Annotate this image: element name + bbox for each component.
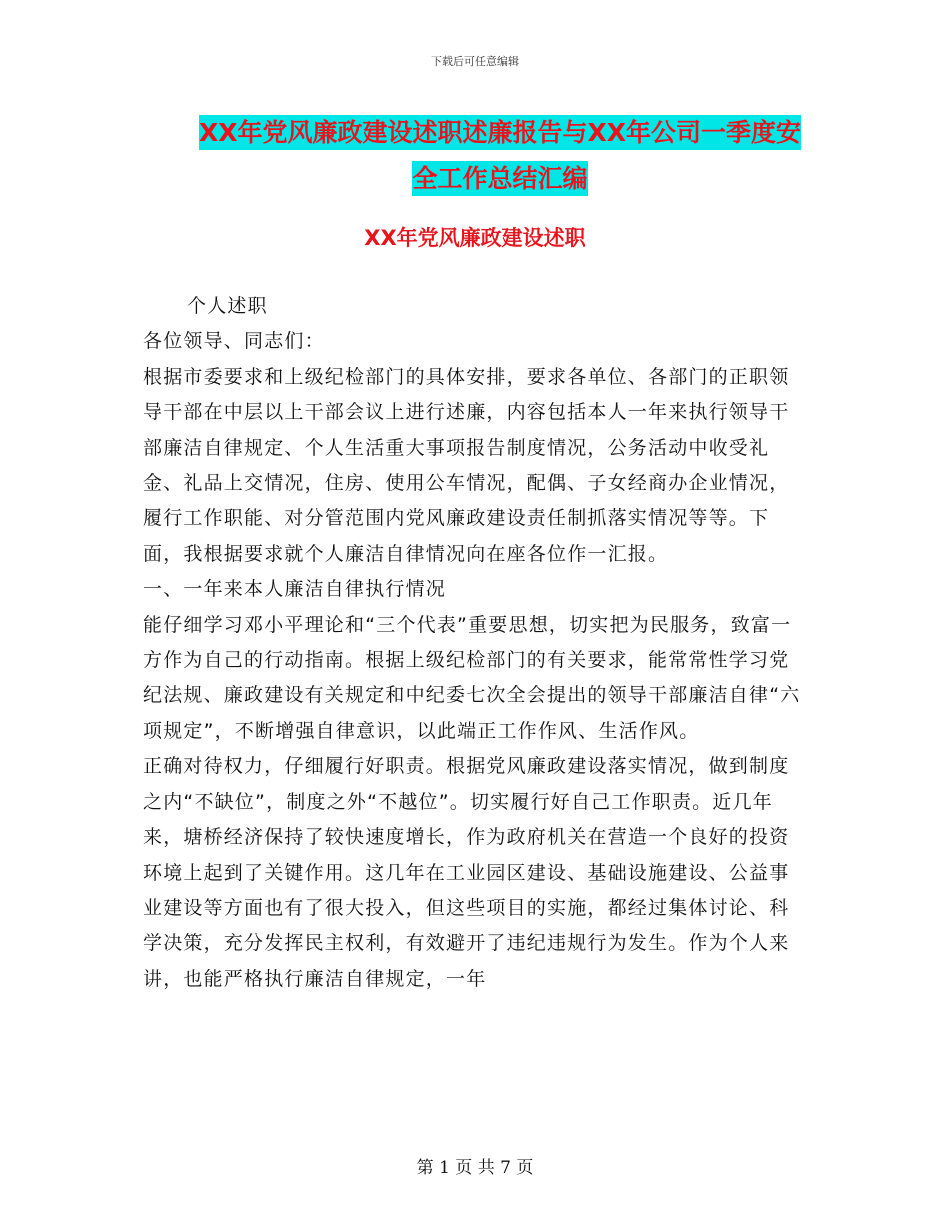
document-title bbox=[140, 110, 860, 202]
header-note: 下载后可任意编辑 bbox=[431, 55, 519, 68]
title-line-2: 全工作总结汇编 bbox=[412, 161, 587, 196]
paragraph: 根据市委要求和上级纪检部门的具体安排，要求各单位、各部门的正职领导干部在中层以上干部会议上进行述廉，内容包括本人一年来执行领导干部廉洁自律规定、个人生活重大事项报告制度情况，公务活动中收受礼金、礼品上交情况，住房、使用公车情况，配偶、子女经商办企业情况，履行工作职能、对分管范围内党风廉政建设责任制抓落实情况等等。下面，我根据要求就个人廉洁自律情况向在座各位作一汇报。 bbox=[143, 365, 790, 565]
paragraph: 一、一年来本人廉洁自律执行情况 bbox=[143, 578, 447, 601]
body-text bbox=[143, 289, 808, 997]
paragraph: 能仔细学习邓小平理论和“三个代表”重要思想，切实把为民服务，致富一方作为自己的行动指南。根据上级纪检部门的有关要求，能常常性学习党纪法规、廉政建设有关规定和中纪委七次全会提出的领导干部廉洁自律“六项规定”，不断增强自律意识，以此端正工作作风、生活作风。 bbox=[143, 613, 801, 742]
paragraph: 各位领导、同志们： bbox=[143, 330, 325, 353]
paragraph-heading: 个人述职 bbox=[187, 295, 268, 317]
page-number: 第 1 页 共 7 页 bbox=[416, 1158, 534, 1178]
title-line-1: XX年党风廉政建设述职述廉报告与XX年公司一季度安 bbox=[199, 115, 801, 150]
section-title: XX年党风廉政建设述职 bbox=[364, 226, 586, 250]
paragraph: 正确对待权力，仔细履行好职责。根据党风廉政建设落实情况，做到制度之内“不缺位”，制度之外“不越位”。切实履行好自己工作职责。近几年来，塘桥经济保持了较快速度增长，作为政府机关在营造一个良好的投资环境上起到了关键作用。这几年在工业园区建设、基础设施建设、公益事业建设等方面也有了很大投入，但这些项目的实施，都经过集体讨论、科学决策，充分发挥民主权利，有效避开了违纪违规行为发生。作为个人来讲，也能严格执行廉洁自律规定，一年 bbox=[143, 755, 790, 990]
